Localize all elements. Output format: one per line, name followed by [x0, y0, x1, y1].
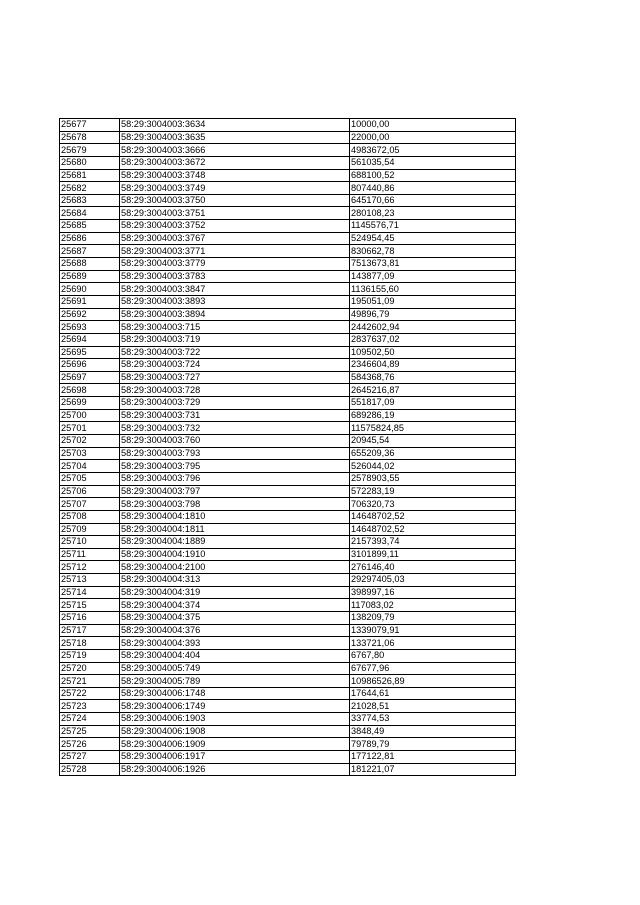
value-cell: 688100,52	[350, 169, 516, 182]
cadastral-number-cell: 58:29:3004006:1903	[120, 713, 350, 726]
row-number-cell: 25679	[60, 144, 120, 157]
table-row	[60, 485, 516, 498]
value-cell: 689286,19	[350, 409, 516, 422]
row-number-cell: 25698	[60, 384, 120, 397]
cadastral-number-cell: 58:29:3004003:760	[120, 435, 350, 448]
table-row	[60, 700, 516, 713]
value-cell: 109502,50	[350, 346, 516, 359]
table-row	[60, 561, 516, 574]
cadastral-number-cell: 58:29:3004003:798	[120, 498, 350, 511]
value-cell: 2645216,87	[350, 384, 516, 397]
table-row	[60, 220, 516, 233]
cadastral-number-cell: 58:29:3004003:3779	[120, 258, 350, 271]
value-cell: 143877,09	[350, 270, 516, 283]
value-cell: 830662,78	[350, 245, 516, 258]
value-cell: 22000,00	[350, 131, 516, 144]
row-number-cell: 25711	[60, 548, 120, 561]
value-cell: 11575824,85	[350, 422, 516, 435]
row-number-cell: 25680	[60, 156, 120, 169]
row-number-cell: 25685	[60, 220, 120, 233]
table-row	[60, 611, 516, 624]
table-row	[60, 460, 516, 473]
value-cell: 1145576,71	[350, 220, 516, 233]
row-number-cell: 25688	[60, 258, 120, 271]
row-number-cell: 25721	[60, 675, 120, 688]
value-cell: 14648702,52	[350, 510, 516, 523]
table-row	[60, 713, 516, 726]
value-cell: 10000,00	[350, 119, 516, 132]
value-cell: 21028,51	[350, 700, 516, 713]
cadastral-number-cell: 58:29:3004003:3750	[120, 194, 350, 207]
table-row	[60, 397, 516, 410]
cadastral-number-cell: 58:29:3004005:749	[120, 662, 350, 675]
table-row	[60, 169, 516, 182]
cadastral-number-cell: 58:29:3004004:1811	[120, 523, 350, 536]
row-number-cell: 25696	[60, 359, 120, 372]
table-row	[60, 283, 516, 296]
table-row	[60, 763, 516, 776]
value-cell: 280108,23	[350, 207, 516, 220]
cadastral-number-cell: 58:29:3004006:1909	[120, 738, 350, 751]
cadastral-number-cell: 58:29:3004004:376	[120, 624, 350, 637]
row-number-cell: 25713	[60, 574, 120, 587]
value-cell: 117083,02	[350, 599, 516, 612]
cadastral-number-cell: 58:29:3004003:3893	[120, 295, 350, 308]
cadastral-number-cell: 58:29:3004004:375	[120, 611, 350, 624]
table-row	[60, 751, 516, 764]
value-cell: 3848,49	[350, 725, 516, 738]
row-number-cell: 25689	[60, 270, 120, 283]
value-cell: 49896,79	[350, 308, 516, 321]
value-cell: 276146,40	[350, 561, 516, 574]
cadastral-number-cell: 58:29:3004006:1926	[120, 763, 350, 776]
cadastral-number-cell: 58:29:3004003:3783	[120, 270, 350, 283]
cadastral-number-cell: 58:29:3004005:789	[120, 675, 350, 688]
cadastral-number-cell: 58:29:3004003:3771	[120, 245, 350, 258]
cadastral-number-cell: 58:29:3004003:793	[120, 447, 350, 460]
value-cell: 67677,96	[350, 662, 516, 675]
value-cell: 524954,45	[350, 232, 516, 245]
table-row	[60, 232, 516, 245]
row-number-cell: 25702	[60, 435, 120, 448]
cadastral-number-cell: 58:29:3004006:1917	[120, 751, 350, 764]
cadastral-number-cell: 58:29:3004003:731	[120, 409, 350, 422]
cadastral-number-cell: 58:29:3004003:732	[120, 422, 350, 435]
row-number-cell: 25684	[60, 207, 120, 220]
value-cell: 7513673,81	[350, 258, 516, 271]
table-row	[60, 574, 516, 587]
value-cell: 3101899,11	[350, 548, 516, 561]
row-number-cell: 25714	[60, 586, 120, 599]
table-row	[60, 536, 516, 549]
cadastral-number-cell: 58:29:3004004:1810	[120, 510, 350, 523]
value-cell: 195051,09	[350, 295, 516, 308]
value-cell: 2346604,89	[350, 359, 516, 372]
value-cell: 79789,79	[350, 738, 516, 751]
table-row	[60, 371, 516, 384]
value-cell: 1339079,91	[350, 624, 516, 637]
value-cell: 2578903,55	[350, 472, 516, 485]
table-row	[60, 270, 516, 283]
row-number-cell: 25718	[60, 637, 120, 650]
table-row	[60, 207, 516, 220]
table-row	[60, 472, 516, 485]
row-number-cell: 25706	[60, 485, 120, 498]
value-cell: 17644,61	[350, 687, 516, 700]
cadastral-number-cell: 58:29:3004003:795	[120, 460, 350, 473]
value-cell: 2442602,94	[350, 321, 516, 334]
value-cell: 33774,53	[350, 713, 516, 726]
value-cell: 181221,07	[350, 763, 516, 776]
row-number-cell: 25701	[60, 422, 120, 435]
row-number-cell: 25715	[60, 599, 120, 612]
table-row	[60, 725, 516, 738]
row-number-cell: 25677	[60, 119, 120, 132]
value-cell: 4983672,05	[350, 144, 516, 157]
cadastral-number-cell: 58:29:3004003:797	[120, 485, 350, 498]
cadastral-number-cell: 58:29:3004003:715	[120, 321, 350, 334]
table-row	[60, 523, 516, 536]
cadastral-number-cell: 58:29:3004003:722	[120, 346, 350, 359]
table-row	[60, 333, 516, 346]
value-cell: 133721,06	[350, 637, 516, 650]
cadastral-number-cell: 58:29:3004006:1749	[120, 700, 350, 713]
value-cell: 138209,79	[350, 611, 516, 624]
table-row	[60, 510, 516, 523]
value-cell: 551817,09	[350, 397, 516, 410]
table-row	[60, 422, 516, 435]
cadastral-number-cell: 58:29:3004003:3635	[120, 131, 350, 144]
table-row	[60, 295, 516, 308]
value-cell: 1136155,60	[350, 283, 516, 296]
cadastral-number-cell: 58:29:3004006:1748	[120, 687, 350, 700]
row-number-cell: 25724	[60, 713, 120, 726]
cadastral-number-cell: 58:29:3004003:729	[120, 397, 350, 410]
table-row	[60, 687, 516, 700]
row-number-cell: 25683	[60, 194, 120, 207]
value-cell: 526044,02	[350, 460, 516, 473]
value-cell: 2837637,02	[350, 333, 516, 346]
row-number-cell: 25681	[60, 169, 120, 182]
row-number-cell: 25725	[60, 725, 120, 738]
table-row	[60, 258, 516, 271]
row-number-cell: 25703	[60, 447, 120, 460]
row-number-cell: 25704	[60, 460, 120, 473]
row-number-cell: 25712	[60, 561, 120, 574]
row-number-cell: 25682	[60, 182, 120, 195]
cadastral-number-cell: 58:29:3004004:313	[120, 574, 350, 587]
table-row	[60, 131, 516, 144]
row-number-cell: 25705	[60, 472, 120, 485]
cadastral-number-cell: 58:29:3004003:719	[120, 333, 350, 346]
cadastral-number-cell: 58:29:3004003:3847	[120, 283, 350, 296]
value-cell: 177122,81	[350, 751, 516, 764]
table-row	[60, 346, 516, 359]
table-row	[60, 308, 516, 321]
table-row	[60, 586, 516, 599]
row-number-cell: 25700	[60, 409, 120, 422]
value-cell: 6767,80	[350, 649, 516, 662]
row-number-cell: 25716	[60, 611, 120, 624]
value-cell: 398997,16	[350, 586, 516, 599]
cadastral-number-cell: 58:29:3004003:727	[120, 371, 350, 384]
table-row	[60, 599, 516, 612]
table-row	[60, 675, 516, 688]
table-row	[60, 409, 516, 422]
table-row	[60, 144, 516, 157]
table-body	[60, 119, 516, 776]
row-number-cell: 25719	[60, 649, 120, 662]
row-number-cell: 25692	[60, 308, 120, 321]
value-cell: 655209,36	[350, 447, 516, 460]
value-cell: 10986526,89	[350, 675, 516, 688]
cadastral-number-cell: 58:29:3004003:728	[120, 384, 350, 397]
cadastral-value-table	[59, 118, 516, 776]
table-row	[60, 119, 516, 132]
row-number-cell: 25687	[60, 245, 120, 258]
row-number-cell: 25691	[60, 295, 120, 308]
cadastral-number-cell: 58:29:3004004:2100	[120, 561, 350, 574]
value-cell: 807440,86	[350, 182, 516, 195]
row-number-cell: 25694	[60, 333, 120, 346]
table-row	[60, 384, 516, 397]
row-number-cell: 25699	[60, 397, 120, 410]
value-cell: 706320,73	[350, 498, 516, 511]
cadastral-number-cell: 58:29:3004003:796	[120, 472, 350, 485]
table-row	[60, 662, 516, 675]
table-row	[60, 359, 516, 372]
value-cell: 20945,54	[350, 435, 516, 448]
row-number-cell: 25720	[60, 662, 120, 675]
row-number-cell: 25709	[60, 523, 120, 536]
cadastral-number-cell: 58:29:3004004:319	[120, 586, 350, 599]
table-row	[60, 624, 516, 637]
table-row	[60, 245, 516, 258]
table-row	[60, 447, 516, 460]
row-number-cell: 25710	[60, 536, 120, 549]
row-number-cell: 25708	[60, 510, 120, 523]
cadastral-number-cell: 58:29:3004004:1889	[120, 536, 350, 549]
value-cell: 14648702,52	[350, 523, 516, 536]
row-number-cell: 25693	[60, 321, 120, 334]
table-row	[60, 738, 516, 751]
value-cell: 645170,66	[350, 194, 516, 207]
cadastral-number-cell: 58:29:3004003:3767	[120, 232, 350, 245]
value-cell: 2157393,74	[350, 536, 516, 549]
table-row	[60, 321, 516, 334]
cadastral-number-cell: 58:29:3004003:3666	[120, 144, 350, 157]
row-number-cell: 25678	[60, 131, 120, 144]
table-row	[60, 194, 516, 207]
cadastral-number-cell: 58:29:3004003:3634	[120, 119, 350, 132]
cadastral-number-cell: 58:29:3004003:3752	[120, 220, 350, 233]
row-number-cell: 25686	[60, 232, 120, 245]
row-number-cell: 25722	[60, 687, 120, 700]
value-cell: 29297405,03	[350, 574, 516, 587]
cadastral-number-cell: 58:29:3004003:3749	[120, 182, 350, 195]
table-row	[60, 649, 516, 662]
value-cell: 572283,19	[350, 485, 516, 498]
row-number-cell: 25690	[60, 283, 120, 296]
cadastral-number-cell: 58:29:3004004:393	[120, 637, 350, 650]
row-number-cell: 25727	[60, 751, 120, 764]
cadastral-number-cell: 58:29:3004004:404	[120, 649, 350, 662]
cadastral-number-cell: 58:29:3004004:374	[120, 599, 350, 612]
row-number-cell: 25695	[60, 346, 120, 359]
row-number-cell: 25697	[60, 371, 120, 384]
cadastral-number-cell: 58:29:3004006:1908	[120, 725, 350, 738]
row-number-cell: 25707	[60, 498, 120, 511]
cadastral-number-cell: 58:29:3004003:3751	[120, 207, 350, 220]
row-number-cell: 25728	[60, 763, 120, 776]
value-cell: 584368,76	[350, 371, 516, 384]
table-row	[60, 548, 516, 561]
table-row	[60, 435, 516, 448]
cadastral-number-cell: 58:29:3004004:1910	[120, 548, 350, 561]
row-number-cell: 25726	[60, 738, 120, 751]
row-number-cell: 25723	[60, 700, 120, 713]
table-row	[60, 182, 516, 195]
cadastral-number-cell: 58:29:3004003:724	[120, 359, 350, 372]
row-number-cell: 25717	[60, 624, 120, 637]
cadastral-number-cell: 58:29:3004003:3894	[120, 308, 350, 321]
cadastral-number-cell: 58:29:3004003:3672	[120, 156, 350, 169]
table-row	[60, 498, 516, 511]
table-row	[60, 156, 516, 169]
cadastral-number-cell: 58:29:3004003:3748	[120, 169, 350, 182]
value-cell: 561035,54	[350, 156, 516, 169]
table-row	[60, 637, 516, 650]
